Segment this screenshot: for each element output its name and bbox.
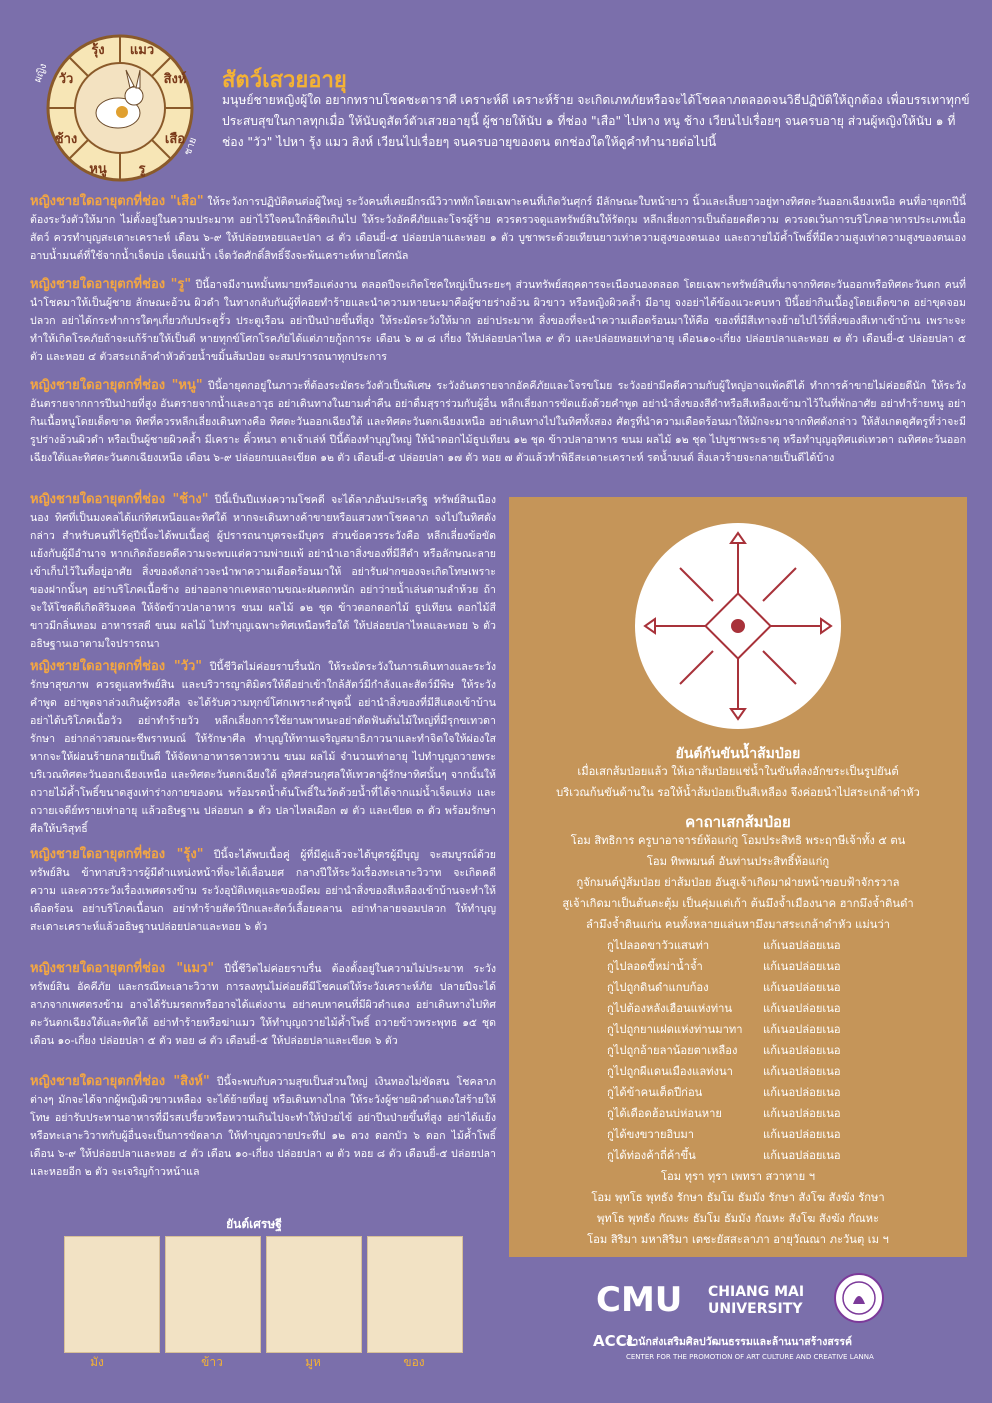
- wheel-label-rung: รุ้ง: [91, 43, 105, 58]
- chant-row: กูได้ขงขวายอิบมา แก้เนอปล่อยเนอ: [607, 1128, 841, 1141]
- section-chang: หญิงชายใดอายุตกที่ช่อง "ช้าง" ปีนี้เป็นปีแห่งความโชคดี จะได้ลาภอันประเสริฐ ทรัพย์สินเนืองนอง ทิศที่เป็นมงคลได้แก่ทิศเหนือและทิศใต้ หากจะเดินทางค้าขายหรือแสวงหาโชคลาภ จงไปในทิศดังกล่าว สำหรับคนที่ไร้คู่ปีนี้จะได้พบเนื้อคู่ ผู้ปรารถนาบุตรจะมีบุตร ส่วนข้อควรระวังคือ หลีกเลี่ยงข้อขัดแย้งกับผู้มีอำนาจ หากเกิดถ้อยคดีความจะพบแต่ความพ่ายแพ้ อย่านำเอาสิ่งของที่มีสีดำ หรือลักษณะลายเข้าเก็บไว้ในที่อยู่อาศัย สิ่งของดังกล่าวจะนำพาความเดือดร้อนมาให้ อย่ารับฝากของจะเกิดโทษเพราะของฝากนั้นๆ อย่าบริโภคเนื้อช้าง อย่าออกจากเคหสถานขณะฝนตกหนัก อย่าว่ายน้ำเล่นตามลำห้วย ถ้าจะให้โชคดีเกิดสิริมงคล ให้จัดข้าวปลาอาหาร ขนม ผลไม้ ๑๒ ชุด ข้าวตอกดอกไม้ ธูปเทียน ดอกไม้สีขาวมีกลิ่นหอม อาหารรสดี ขนม ผลไม้ ไปทำบุญเฉพาะทิศเหนือหรือใต้ ให้ปล่อยปลาไหลและหอย ๖ ตัว อธิษฐานเอาตามใจปรารถนา: [30, 492, 496, 650]
- accl-logo: ACCL: [593, 1332, 637, 1350]
- wheel-label-ngu: รู: [138, 162, 146, 177]
- panel-title-yantra: ยันต์กันขันน้ำส้มป่อย: [675, 746, 801, 762]
- wheel-side-left: ผญิง: [32, 62, 50, 85]
- page-title: สัตว์เสวยอายุ: [222, 68, 347, 93]
- chant-row: กูไปลอดขาวัวแสนท่า แก้เนอปล่อยเนอ: [607, 939, 841, 952]
- chant-list: [607, 935, 841, 1166]
- panel-line: ลำมึงจ้ำดินแก่น คนทั้งหลายแล่นหามึงมาสระเกล้าดำหัว แม่นว่า: [586, 918, 890, 931]
- cmu-name: CHIANG MAI UNIVERSITY: [708, 1284, 805, 1317]
- panel-line: เมื่อเสกส้มป่อยแล้ว ให้เอาส้มป่อยแช่น้ำในขันที่ลงอักขระเป็นรูปยันต์: [577, 765, 899, 778]
- section-sing: หญิงชายใดอายุตกที่ช่อง "สิงห์" ปีนี้จะพบกับความสุขเป็นส่วนใหญ่ เงินทองไม่ขัดสน โชคลาภต่างๆ มักจะได้จากผู้หญิงผิวขาวเหลือง จะได้ย้ายที่อยู่ หรือเดินทางไกล ให้ระวังผู้ชายผิวดำแดงใส่ร้ายให้โทษ อย่ารับประทานอาหารที่มีรสเปรี้ยวหรือหวานเกินไปจะทำให้ป่วยไข้ อย่าปีนป่ายขึ้นที่สูง อย่าได้แย้งหรือทะเลาะวิวาทกับผู้อื่นจะเป็นการขัดลาภ ให้ทำบุญถวายประทีป ๑๒ ดวง ดอกบัว ๖ ดอก ไม้ค้ำโพธิ์ เดือน ๖-๙ ให้ปล่อยปลาและหอย ๔ ตัว เดือน ๑๐-เกี่ยง ปล่อยปลา ๗ ตัว หอย ๘ ตัว เดือนยี่-๕ ปล่อยปลาและหอยอีก ๒ ตัว จะเจริญก้าวหน้าแล: [30, 1074, 496, 1178]
- chant-row: กูไปถูกดินดำแกบก้อง แก้เนอปล่อยเนอ: [607, 981, 841, 994]
- panel-line: บริเวณก้นขันด้านใน รอให้น้ำส้มป่อยเป็นสีเหลือง จึงค่อยนำไปสระเกล้าดำหัว: [556, 786, 920, 799]
- section-ngu: หญิงชายใดอายุตกที่ช่อง "รู" ปีนี้อาจมีงานหมั้นหมายหรือแต่งงาน ตลอดปีจะเกิดโชคใหญ่เป็นระยะๆ ส่วนทรัพย์สฤคดารจะเนืองนองตลอด โดยเฉพาะทรัพย์สินที่มาจากทิศตะวันออกหรือทิศตะวันตก คนที่นำโชคมาให้เป็นผู้ชาย ลักษณะอ้วน ผิวดำ ในทางกลับกันผู้ที่คอยทำร้ายและนำความหายนะมาคือผู้ชายร่างอ้วน ผิวขาว หรือหญิงผิวคล้ำ มีอายุ จงอย่าได้ข้องแวะคบหา ปีนี้อย่ากินเนื้องูโดยเด็ดขาด อย่าขุดจอมปลวก อย่าได้กระทำการใดๆเกี่ยวกับประตูรั้ว ประตูเรือน อย่าปีนป่ายขึ้นที่สูง ให้ระมัดระวังให้มาก อย่าประมาท สิ่งของที่จะนำความเดือดร้อนมาให้คือ ของที่มีสีเทาจงย้ายไปไว้ที่สิ่งของสีเทาเข้าบ้าน เพราะจะทำให้เกิดโรคภัยถ้าจะแก้ร้ายให้เป็นดี หายทุกข์โศกโรคภัยได้แต่ภายกู้ถการะ เดือน ๖ ๗ ๘ เกี่ยง ให้ปล่อยปลาไหล ๙ ตัว และปล่อยหอยเท่าอายุ เดือน๑๐-เกี่ยง ปล่อยปลาและหอย ๗ ตัว เดือนยี่-๕ ปล่อยปลา ๕ ตัว และหอย ๔ ตัวสระเกล้าคำหัวด้วยน้ำขมิ้นส้มป่อย จะสมปรารถนาทุกประการ: [30, 277, 966, 363]
- wheel-side-right: ชาย: [182, 136, 200, 158]
- panel-line: สูเจ้าเกิดมาเป็นต้นตะตุ้ม เป็นคุ่มแต่เก้า ต้นมึงจ้ำเมืองนาค ฮากมึงจ้ำดินดำ: [562, 897, 914, 910]
- chant-row: กูไปถูกผีแดนเมืองแลท่งนา แก้เนอปล่อยเนอ: [607, 1065, 841, 1078]
- panel-line: โอม สิริมา มหาสิริมา เตชะยัสสะลาภา อายุวัณณา ภะวันตุ เม ฯ: [587, 1233, 889, 1246]
- cmu-logo: [596, 1280, 682, 1320]
- cmu-wordmark: CMU: [596, 1280, 683, 1320]
- chant-row: กูไปถูกอ้ายลาน้อยตาเหลือง แก้เนอปล่อยเนอ: [607, 1044, 841, 1057]
- chant-row: กูได้ท่องค้าถี่ค้าขึ้น แก้เนอปล่อยเนอ: [607, 1149, 841, 1162]
- talisman-label: มัง: [90, 1355, 104, 1369]
- section-nu: หญิงชายใดอายุตกที่ช่อง "หนู" ปีนี้อายุตกอยู่ในภาวะที่ต้องระมัดระวังตัวเป็นพิเศษ ระวังอันตรายจากอัคคีภัยและโจรขโมย ระวังอย่ามีคดีความกับผู้ใหญ่อาจแพ้คดีได้ ทำการค้าขายไม่ค่อยดีนัก ให้ระวังอันตรายจากการปีนป่ายที่สูง อันตรายจากน้ำและอาวุธ อย่าเดินทางในยามค่ำคืน อย่าดื่มสุราร่วมกับผู้อื่น หลีกเลี่ยงการขัดแย้งด้วยคำพูด อย่านำสิ่งของสีดำหรือสีเหลืองเข้ามาไว้ในที่พักอาศัย อย่าทำร้ายหนู อย่ากินเนื้อหนูโดยเด็ดขาด ทิศที่ควรหลีกเลี่ยงเดินทางคือ ทิศตะวันออกเฉียงใต้ และทิศตะวันตกเฉียงเหนือ อย่าเดินทางไปในทิศทั้งสอง ศัตรูที่นำความเดือดร้อนมาให้มักจะมาจากทิศดังกล่าว ให้สังเกตดูศัตรูที่ว่าจะมีรูปร่างอ้วนผิวดำ หรือเป็นผู้ชายผิวคล้ำ มีเคราะ คิ้วหนา ตาเจ้าเล่ห์ ปีนี้ต้องทำบุญใหญ่ ให้นำดอกไม้ธูปเทียน ๑๒ ชุด ข้าวปลาอาหาร ขนม ผลไม้ ๑๒ ชุด ไปบูชาพระธาตุ หรือทำบุญอุทิศแด่เทวดา ณทิศตะวันออกเฉียงใต้และทิศตะวันตกเฉียงเหนือ เดือน ๖-๙ ปล่อยกบและเขียด ๑๒ ตัว เดือนยี่-๕ ปล่อยปลา ๑๗ ตัว หอย ๗ ตัวแล้วทำพิธีสะเดาะเคราะห์ รดน้ำมนต์ สิ่งเลวร้ายจะกลายเป็นดีได้บ้าง: [30, 378, 966, 464]
- somploi-panel: [509, 497, 967, 1257]
- talisman-image: [165, 1236, 261, 1353]
- panel-line: โอม สิทธิการ ครูบาอาจารย์ห้อแก่กู โอมประสิทธิ พระฤาษีเจ้าทั้ง ๕ ตน: [570, 834, 906, 847]
- talisman-label: ของ: [403, 1355, 425, 1369]
- panel-line: โอม พุทโธ พุทธัง รักษา ธัมโม ธัมมัง รักษา สังโฆ สังฆัง รักษา: [591, 1191, 885, 1204]
- wheel-label-suea: เสือ: [164, 132, 186, 147]
- wheel-label-sing: สิงห์: [163, 72, 187, 87]
- talisman-image: [64, 1236, 160, 1353]
- zodiac-wheel: [30, 28, 212, 188]
- chant-row: กูไปลอดขี้หม่าน้ำจ้ำ แก้เนอปล่อยเนอ: [607, 960, 841, 973]
- chant-row: กูไปถูกยาแฝดแห่งท่านมาทา แก้เนอปล่อยเนอ: [607, 1023, 841, 1036]
- panel-line: พุทโธ พุทธัง กัณหะ ธัมโม ธัมมัง กัณหะ สังโฆ สังฆัง กัณหะ: [597, 1212, 879, 1225]
- panel-title-katha: คาถาเสกส้มป่อย: [685, 813, 791, 831]
- wheel-label-maew: แมว: [129, 43, 155, 58]
- intro-paragraph: มนุษย์ชายหญิงผู้ใด อยากทราบโชคชะตาราศี เคราะห์ดี เคราะห์ร้าย จะเกิดเภทภัยหรือจะได้โชคลาภตลอดจนวิธีปฏิบัติให้ถูกต้อง เพื่อบรรเทาทุกข์ประสบสุขในกาลทุกเมื่อ ให้นับดูสัตว์ตัวเสวยอายุนี้ ผู้ชายให้นับ ๑ ที่ช่อง "เสือ" ไปหาง หนู ช้าง เวียนไปเรื่อยๆ จนครบอายุ ส่วนผู้หญิงให้นับ ๑ ที่ช่อง "วัว" ไปหา รุ้ง แมว สิงห์ เวียนไปเรื่อยๆ จนครบอายุของตน ตกช่องใดให้ดูคำทำนายต่อไปนี้: [222, 93, 970, 149]
- wheel-label-chang: ช้าง: [54, 132, 78, 147]
- talisman-label: ข้าว: [201, 1355, 223, 1369]
- accl-thai-name: สำนักส่งเสริมศิลปวัฒนธรรมและล้านนาสร้างสรรค์: [626, 1336, 853, 1348]
- yantra-bowl-seal: [635, 523, 841, 729]
- section-rung: หญิงชายใดอายุตกที่ช่อง "รุ้ง" ปีนี้จะได้พบเนื้อคู่ ผู้ที่มีคู่แล้วจะได้บุตรผู้มีบุญ จะสมบูรณ์ด้วยทรัพย์สิน ข้าทาสบริวารผู้มีตำแหน่งหน้าที่จะได้เลื่อนยศ กลางปีให้ระวังเรื่องทะเลาะวิวาท จะเกิดคดีความ และควรระวังเรื่องเพศตรงข้าม ระวังอุบัติเหตุและของมีคม อย่านำสิ่งของสีเหลืองเข้าบ้านจะทำให้เดือดร้อน อย่าบริโภคเนื้อนก อย่าทำร้ายสัตว์ปีกและสัตว์เลื้อยคลาน อย่าทำลายจอมปลวก ให้ทำบุญสะเดาะเคราะห์แล้วอธิษฐานปล่อยปลาและหอย ๖ ตัว: [30, 847, 497, 933]
- university-seal-icon: [833, 1272, 885, 1324]
- panel-line: โอม ทิพพมนต์ อันท่านประสิทธิ์ห้อแก่กู: [646, 855, 830, 868]
- chant-row: กูไปต้องหลังเฮือนแห่งท่าน แก้เนอปล่อยเนอ: [607, 1002, 841, 1015]
- section-suea: หญิงชายใดอายุตกที่ช่อง "เสือ" ให้ระวังการปฏิบัติตนต่อผู้ใหญ่ ระวังคนที่เคยมีกรณีวิวาททักโดยเฉพาะคนที่เกิดวันศุกร์ มีลักษณะใบหน้ายาว นิ้วและเล็บยาวอยู่ทางทิศตะวันออกเฉียงเหนือ คนที่อายุตกปีนี้ต้องระวังตัวให้มาก ไม่ตั้งอยู่ในความประมาท อย่าไว้ใจคนใกล้ชิดเกินไป ให้ระวังอัคคีภัยและโจรผู้ร้าย ควรตรวจดูแลทรัพย์สินให้รัดกุม หลีกเลี่ยงการเป็นถ้อยคดีความ ควรงดเว้นการบริโภคอาหารประเภทเนื้อสัตว์ ควรทำบุญสะเดาะเคราะห์ เดือน ๖-๙ ให้ปล่อยหอยและปลา ๘ ตัว เดือนยี่-๕ ปล่อยปลาและหอย ๑ ตัว บูชาพระด้วยเทียนยาวเท่าความสูงของตนเอง และถวายไม้ค้ำโพธิ์ที่มีความสูงเท่าความสูงของตนเอง อาบน้ำมนต์ที่ใช้จากน้ำเจ็ดบ่อ เจ็ดแม่น้ำ เจ็ดวัดศักดิ์สิทธิ์จึงจะพ้นเคราะห์หายโศกนัล: [30, 194, 966, 262]
- accl-english-name: CENTER FOR THE PROMOTION OF ART CULTURE AND CREATIVE LANNA: [626, 1353, 874, 1361]
- chant-row: กูได้เดือดฮ้อนบ่ห่อนหาย แก้เนอปล่อยเนอ: [607, 1107, 841, 1120]
- wheel-label-nu: หนู: [89, 162, 107, 177]
- talisman-image: [266, 1236, 362, 1353]
- panel-line: โอม ทุรา ทุรา เพทรา สวาหาย ฯ: [661, 1170, 815, 1183]
- chant-row: กูได้ข้าคนเต็ดปีก่อน แก้เนอปล่อยเนอ: [607, 1086, 841, 1099]
- wheel-label-wua: วัว: [58, 72, 74, 87]
- section-wua: หญิงชายใดอายุตกที่ช่อง "วัว" ปีนี้ชีวิตไม่ค่อยราบรื่นนัก ให้ระมัดระวังในการเดินทางและระวังรักษาสุขภาพ ควรดูแลทรัพย์สิน และบริวารญาติมิตรให้ดีอย่าเข้าใกล้สัตว์มีกำลังและสัตว์มีพิษ ให้ระวังคำพูด อย่าพูดจาล่วงเกินผู้ทรงศีล จะได้รับความทุกข์โศกเพราะคำพูดนี้ อย่านำสิ่งของที่มีสีแดงเข้าบ้าน อย่าได้บริโภคเนื้อวัว อย่าทำร้ายวัว หลีกเลี่ยงการใช้ยานพาหนะอย่าตัดฟันต้นไม้ใหญ่ที่มีรุกขเทวดารักษา อย่ากล่าวสมณะชีพราหมณ์ ให้รักษาศีล ทำบุญให้ทานเจริญสมาธิภาวนาและทำจิตใจให้ผ่องใส หากจะให้ผ่อนร้ายกลายเป็นดี ให้จัดหาอาหารคาวหวาน ขนม ผลไม้ จำนวนเท่าอายุ ไปทำบุญถวายพระบริเวณทิศตะวันออกเฉียงเหนือ และทิศตะวันตกเฉียงใต้ อุทิศส่วนกุศลให้เทวดาผู้รักษาทิศนั้นๆ จากนั้นให้ถวายไม้ค้ำโพธิ์ขนาดสูงเท่าร่างกายของตน พร้อมรดน้ำต้นโพธิ์ในวัดด้วยน้ำที่ได้จากแม่น้ำเจ็ดแห่ง และถวายเจดีย์ทรายเท่าอายุ แล้วอธิษฐาน ปล่อยนก ๑ ตัว ปลาไหลเผือก ๗ ตัว และเขียด ๓ ตัว พร้อมรักษาศีลให้บริสุทธิ์: [30, 659, 496, 835]
- talisman-label: มูห: [305, 1355, 321, 1369]
- section-maew: หญิงชายใดอายุตกที่ช่อง "แมว" ปีนี้ชีวิตไม่ค่อยราบรื่น ต้องตั้งอยู่ในความไม่ประมาท ระวังทรัพย์สิน อัคคีภัย และกรณีทะเลาะวิวาท การลงทุนไม่ค่อยดีมีโชคแต่ให้ระวังเคราะห์ภัย ปลายปีจะได้ลาภจากเพศตรงข้าม อาจได้รับมรดกหรืออาจได้แต่งงาน อย่าคบหาคนที่มีผิวดำแดง อย่าเดินทางไปทิศตะวันตกเฉียงใต้และทิศใต้ อย่าทำร้ายหรือฆ่าแมว ให้ทำบุญถวายไม้ค้ำโพธิ์ ถวายข้าวพระพุทธ ๑๕ ชุด เดือน ๑๐-เกี่ยง ปล่อยปลา ๕ ตัว หอย ๘ ตัว เดือนยี่-๕ ให้ปล่อยปลาและเขียด ๖ ตัว: [30, 961, 496, 1047]
- talisman-image: [367, 1236, 463, 1353]
- panel-line: กูจักมนต์ปู่ส้มป่อย ย่าส้มป่อย อันสูเจ้าเกิดมาฝ่ายหน้าขอบฟ้าจักรวาล: [576, 876, 900, 889]
- yantra-setthi-title: ยันต์เศรษฐี: [226, 1217, 282, 1231]
